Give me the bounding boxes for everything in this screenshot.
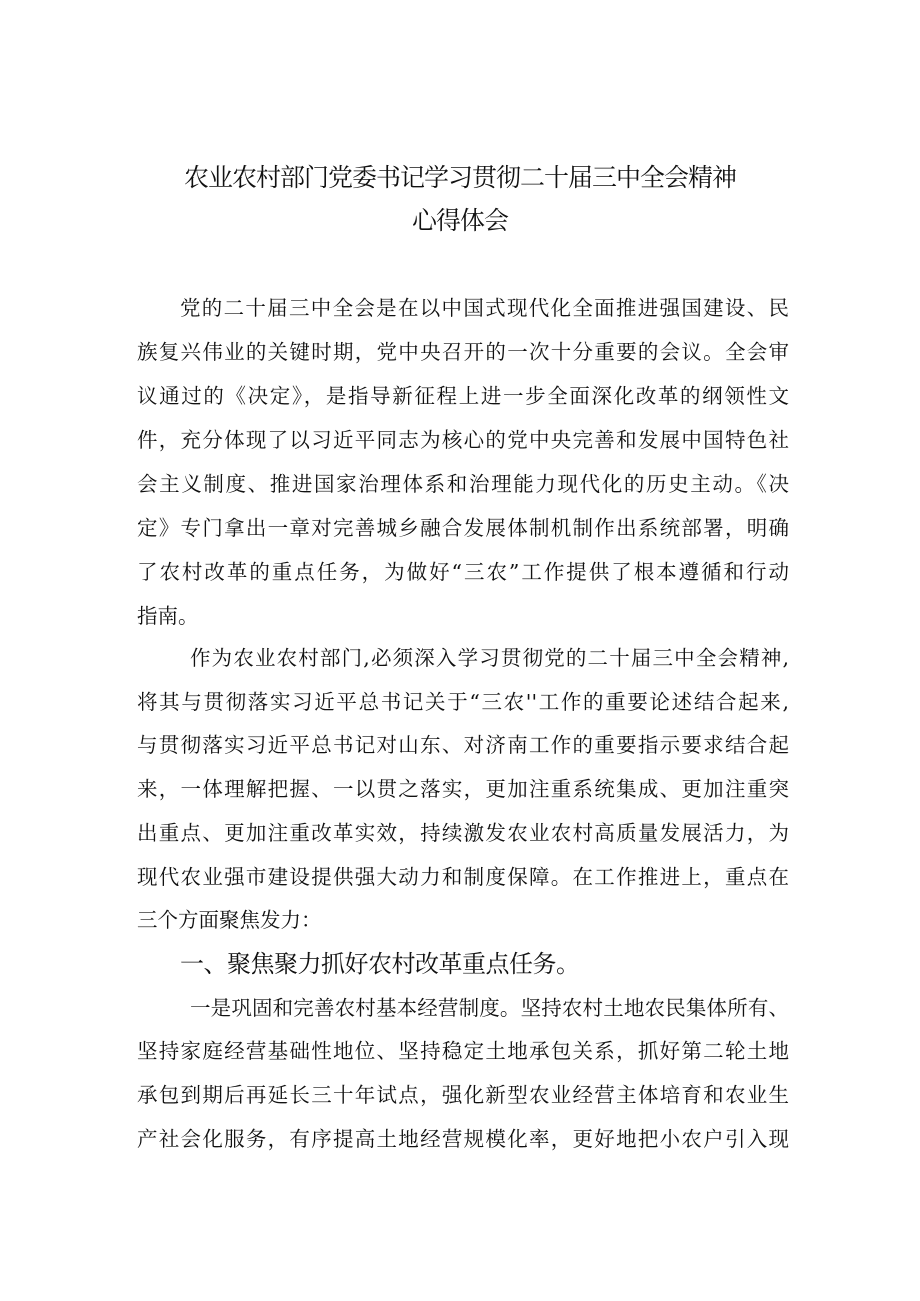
paragraph-1-line: 党的二十届三中全会是在以中国式现代化全面推进强国建设、民 xyxy=(180,296,789,320)
paragraph-3-line: 承包到期后再延长三十年试点，强化新型农业经营主体培育和农业生 xyxy=(137,1083,789,1107)
paragraph-2-line: 现代农业强市建设提供强大动力和制度保障。在工作推进上，重点在 xyxy=(137,865,789,889)
paragraph-2-line: 三个方面聚焦发力： xyxy=(137,908,322,932)
paragraph-1-line: 族复兴伟业的关键时期，党中央召开的一次十分重要的会议。全会审 xyxy=(137,340,789,364)
paragraph-3-line: 坚持家庭经营基础性地位、坚持稳定土地承包关系，抓好第二轮土地 xyxy=(137,1039,789,1063)
paragraph-1-line: 定》专门拿出一章对完善城乡融合发展体制机制作出系统部署，明确 xyxy=(137,516,789,540)
paragraph-2-line: 将其与贯彻落实习近平总书记关于“三农''工作的重要论述结合起来, xyxy=(137,690,789,714)
paragraph-1-line: 了农村改革的重点任务，为做好“三农”工作提供了根本遵循和行动 xyxy=(137,560,789,584)
paragraph-2-line: 出重点、更加注重改革实效，持续激发农业农村高质量发展活力，为 xyxy=(137,821,789,845)
paragraph-1-line: 议通过的《决定》，是指导新征程上进一步全面深化改革的纲领性文 xyxy=(137,384,789,408)
section-heading-1: 一、聚焦聚力抓好农村改革重点任务。 xyxy=(180,950,580,978)
document-title-line-2: 心得体会 xyxy=(411,206,508,235)
paragraph-3-line: 产社会化服务，有序提高土地经营规模化率，更好地把小农户引入现 xyxy=(137,1127,789,1151)
paragraph-2-line: 来，一体理解把握、一以贯之落实，更加注重系统集成、更加注重突 xyxy=(137,777,789,801)
paragraph-1-line: 指南。 xyxy=(137,604,199,628)
paragraph-1-line: 件，充分体现了以习近平同志为核心的党中央完善和发展中国特色社 xyxy=(137,428,789,452)
paragraph-1-line: 会主义制度、推进国家治理体系和治理能力现代化的历史主动。《决 xyxy=(137,472,789,496)
document-title-line-1: 农业农村部门党委书记学习贯彻二十届三中全会精神 xyxy=(183,163,736,192)
paragraph-2-line: 与贯彻落实习近平总书记对山东、对济南工作的重要指示要求结合起 xyxy=(137,733,789,757)
paragraph-2-line: 作为农业农村部门,必须深入学习贯彻党的二十届三中全会精神, xyxy=(190,646,789,670)
paragraph-3-line: 一是巩固和完善农村基本经营制度。坚持农村土地农民集体所有、 xyxy=(190,996,789,1020)
